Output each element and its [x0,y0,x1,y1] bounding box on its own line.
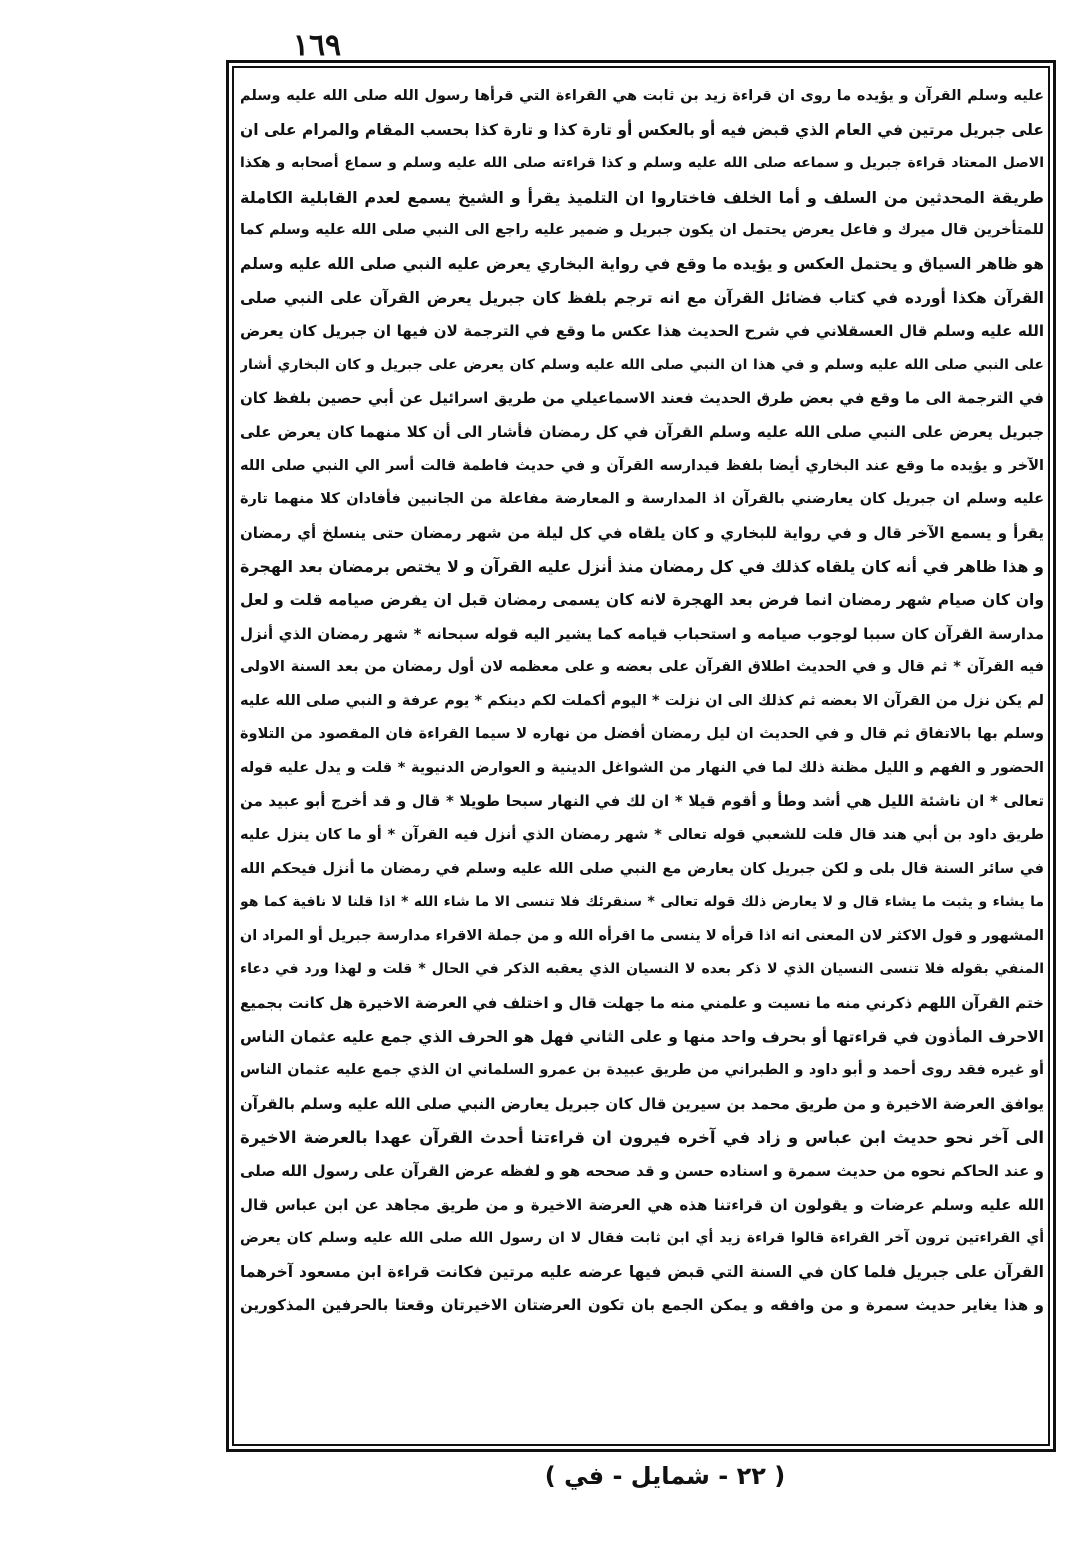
text-line: المنفي بقوله فلا تنسى النسيان الذي لا ذكر بعده لا النسيان الذي يعقبه الذكر في الحال * قلت و لهذا ورد في دعاء [240,961,1044,978]
page-number: ١٦٩ [292,28,342,63]
text-line: الله عليه وسلم عرضات و يقولون ان قراءتنا هذه هي العرضة الاخيرة و من طريق مجاهد عن ابن عباس قال [240,1195,1044,1214]
text-line: الآخر و يؤيده ما وقع عند البخاري أيضا بلفظ فيدارسه القرآن و في حديث فاطمة قالت أسر الي النبي صلى الله [240,457,1044,474]
text-line: طريقة المحدثين من السلف و أما الخلف فاختاروا ان التلميذ يقرأ و الشيخ يسمع لعدم القابلية الكاملة [240,187,1044,207]
text-line: و هذا ظاهر في أنه كان يلقاه كذلك في كل رمضان منذ أنزل عليه القرآن و لا يختص برمضان بعد الهجرة [240,557,1044,577]
text-line: القرآن هكذا أورده في كتاب فضائل القرآن مع انه ترجم بلفظ كان جبريل يعرض القرآن على النبي صلى [240,288,1044,307]
text-line: الى آخر نحو حديث ابن عباس و زاد في آخره فيرون ان قراءتنا أحدث القرآن عهدا بالعرضة الاخيرة [240,1128,1044,1148]
text-line: و عند الحاكم نحوه من حديث سمرة و اسناده حسن و قد صححه هو و لفظه عرض القرآن على رسول الله صلى [240,1162,1044,1180]
text-line: يقرأ و يسمع الآخر قال و في رواية للبخاري و كان يلقاه في كل ليلة من شهر رمضان حتى ينسلخ أي رمضان [240,523,1044,542]
text-line: لم يكن نزل من القرآن الا بعضه ثم كذلك الى ان نزلت * اليوم أكملت لكم دينكم * يوم عرفة و النبي صلى الله عليه [240,692,1044,709]
text-line: مدارسة القرآن كان سببا لوجوب صيامه و استحباب قيامه كما يشير اليه قوله سبحانه * شهر رمضان الذي أنزل [240,624,1044,643]
text-line: يوافق العرضة الاخيرة و من طريق محمد بن سيرين قال كان جبريل يعارض النبي صلى الله عليه وسلم بالقرآن [240,1094,1044,1113]
text-line: وان كان صيام شهر رمضان انما فرض بعد الهجرة لانه كان يسمى رمضان قبل ان يفرض صيامه قلت و لعل [240,590,1044,609]
text-line: و هذا يغاير حديث سمرة و من وافقه و يمكن الجمع بان تكون العرضتان الاخيرتان وقعتا بالحرفين المذكورين [240,1296,1044,1315]
signature-mark: ( ٢٢ - شمايل - في ) [544,1462,786,1490]
text-line: فيه القرآن * ثم قال و في الحديث اطلاق القرآن على بعضه و على معظمه لان أول رمضان من بعد السنة الاولى [240,659,1044,676]
text-line: أو غيره فقد روى أحمد و أبو داود و الطبراني من طريق عبيدة بن عمرو السلماني ان الذي جمع عليه عثمان الناس [240,1062,1044,1079]
text-line: الاحرف المأذون في قراءتها أو بحرف واحد منها و على الثاني فهل هو الحرف الذي جمع عليه عثمان الناس [240,1027,1044,1046]
text-line: أي القراءتين ترون آخر القراءة قالوا قراءة زيد أي ابن ثابت فقال لا ان رسول الله صلى الله عليه وسلم كان يعرض [240,1230,1044,1247]
text-line: ما يشاء و يثبت ما يشاء قال و لا يعارض ذلك قوله تعالى * سنقرئك فلا تنسى الا ما شاء الله * اذا قلنا لا نافية كما هو [240,894,1044,911]
text-line: عليه وسلم القرآن و يؤيده ما روى ان قراءة زيد بن ثابت هي القراءة التي قرأها رسول الله صلى الله عليه وسلم [240,88,1044,104]
text-line: القرآن على جبريل فلما كان في السنة التي قبض فيها عرضه عليه مرتين فكانت قراءة ابن مسعود آخرهما [240,1262,1044,1281]
text-line: جبريل يعرض على النبي صلى الله عليه وسلم القرآن في كل رمضان فأشار الى أن كلا منهما كان يعرض على [240,422,1044,441]
text-line: الاصل المعتاد قراءة جبريل و سماعه صلى الله عليه وسلم و كذا قراءته صلى الله عليه وسلم و سماع أصحابه و هكذا [240,155,1044,172]
text-line: الحضور و الفهم و الليل مظنة ذلك لما في النهار من الشواغل الدينية و العوارض الدنيوية * قلت و يدل عليه قوله [240,759,1044,776]
text-line: ختم القرآن اللهم ذكرني منه ما نسيت و علمني منه ما جهلت قال و اختلف في العرضة الاخيرة هل كانت بجميع [240,994,1044,1013]
text-line: المشهور و قول الاكثر لان المعنى انه اذا قرأه لا ينسى ما اقرأه الله و من جملة الاقراء مدارسة جبريل أو المراد ان [240,927,1044,944]
text-line: عليه وسلم ان جبريل كان يعارضني بالقرآن اذ المدارسة و المعارضة مفاعلة من الجانبين فأفادان كلا منهما تارة [240,491,1044,508]
text-line: على جبريل مرتين في العام الذي قبض فيه أو بالعكس أو تارة كذا و تارة كذا بحسب المقام والمرام على ان [240,120,1044,139]
text-line: تعالى * ان ناشئة الليل هي أشد وطأ و أقوم قيلا * ان لك في النهار سبحا طويلا * قال و قد أخرج أبو عبيد من [240,792,1044,811]
text-line: على النبي صلى الله عليه وسلم و في هذا ان النبي صلى الله عليه وسلم كان يعرض على جبريل و كان البخاري أشار [240,356,1044,373]
text-line: وسلم بها بالاتفاق ثم قال و في الحديث ان ليل رمضان أفضل من نهاره لا سيما القراءة فان المقصود من التلاوة [240,726,1044,743]
text-line: الله عليه وسلم قال العسقلاني في شرح الحديث هذا عكس ما وقع في الترجمة لان فيها ان جبريل كان يعرض [240,322,1044,341]
text-line: في سائر السنة قال بلى و لكن جبريل كان يعارض مع النبي صلى الله عليه وسلم في رمضان ما أنزل فيحكم الله [240,860,1044,877]
text-line: هو ظاهر السياق و يحتمل العكس و يؤيده ما وقع في رواية البخاري يعرض عليه النبي صلى الله عليه وسلم [240,254,1044,273]
text-line: طريق داود بن أبي هند قال قلت للشعبي قوله تعالى * شهر رمضان الذي أنزل فيه القرآن * أو ما كان ينزل عليه [240,827,1044,844]
body-text [240,80,1044,1440]
text-line: للمتأخرين قال ميرك و فاعل يعرض يحتمل ان يكون جبريل و ضمير عليه راجع الى النبي صلى الله عليه وسلم كما [240,222,1044,239]
text-line: في الترجمة الى ما وقع في بعض طرق الحديث فعند الاسماعيلي من طريق اسرائيل عن أبي حصين بلفظ كان [240,389,1044,408]
